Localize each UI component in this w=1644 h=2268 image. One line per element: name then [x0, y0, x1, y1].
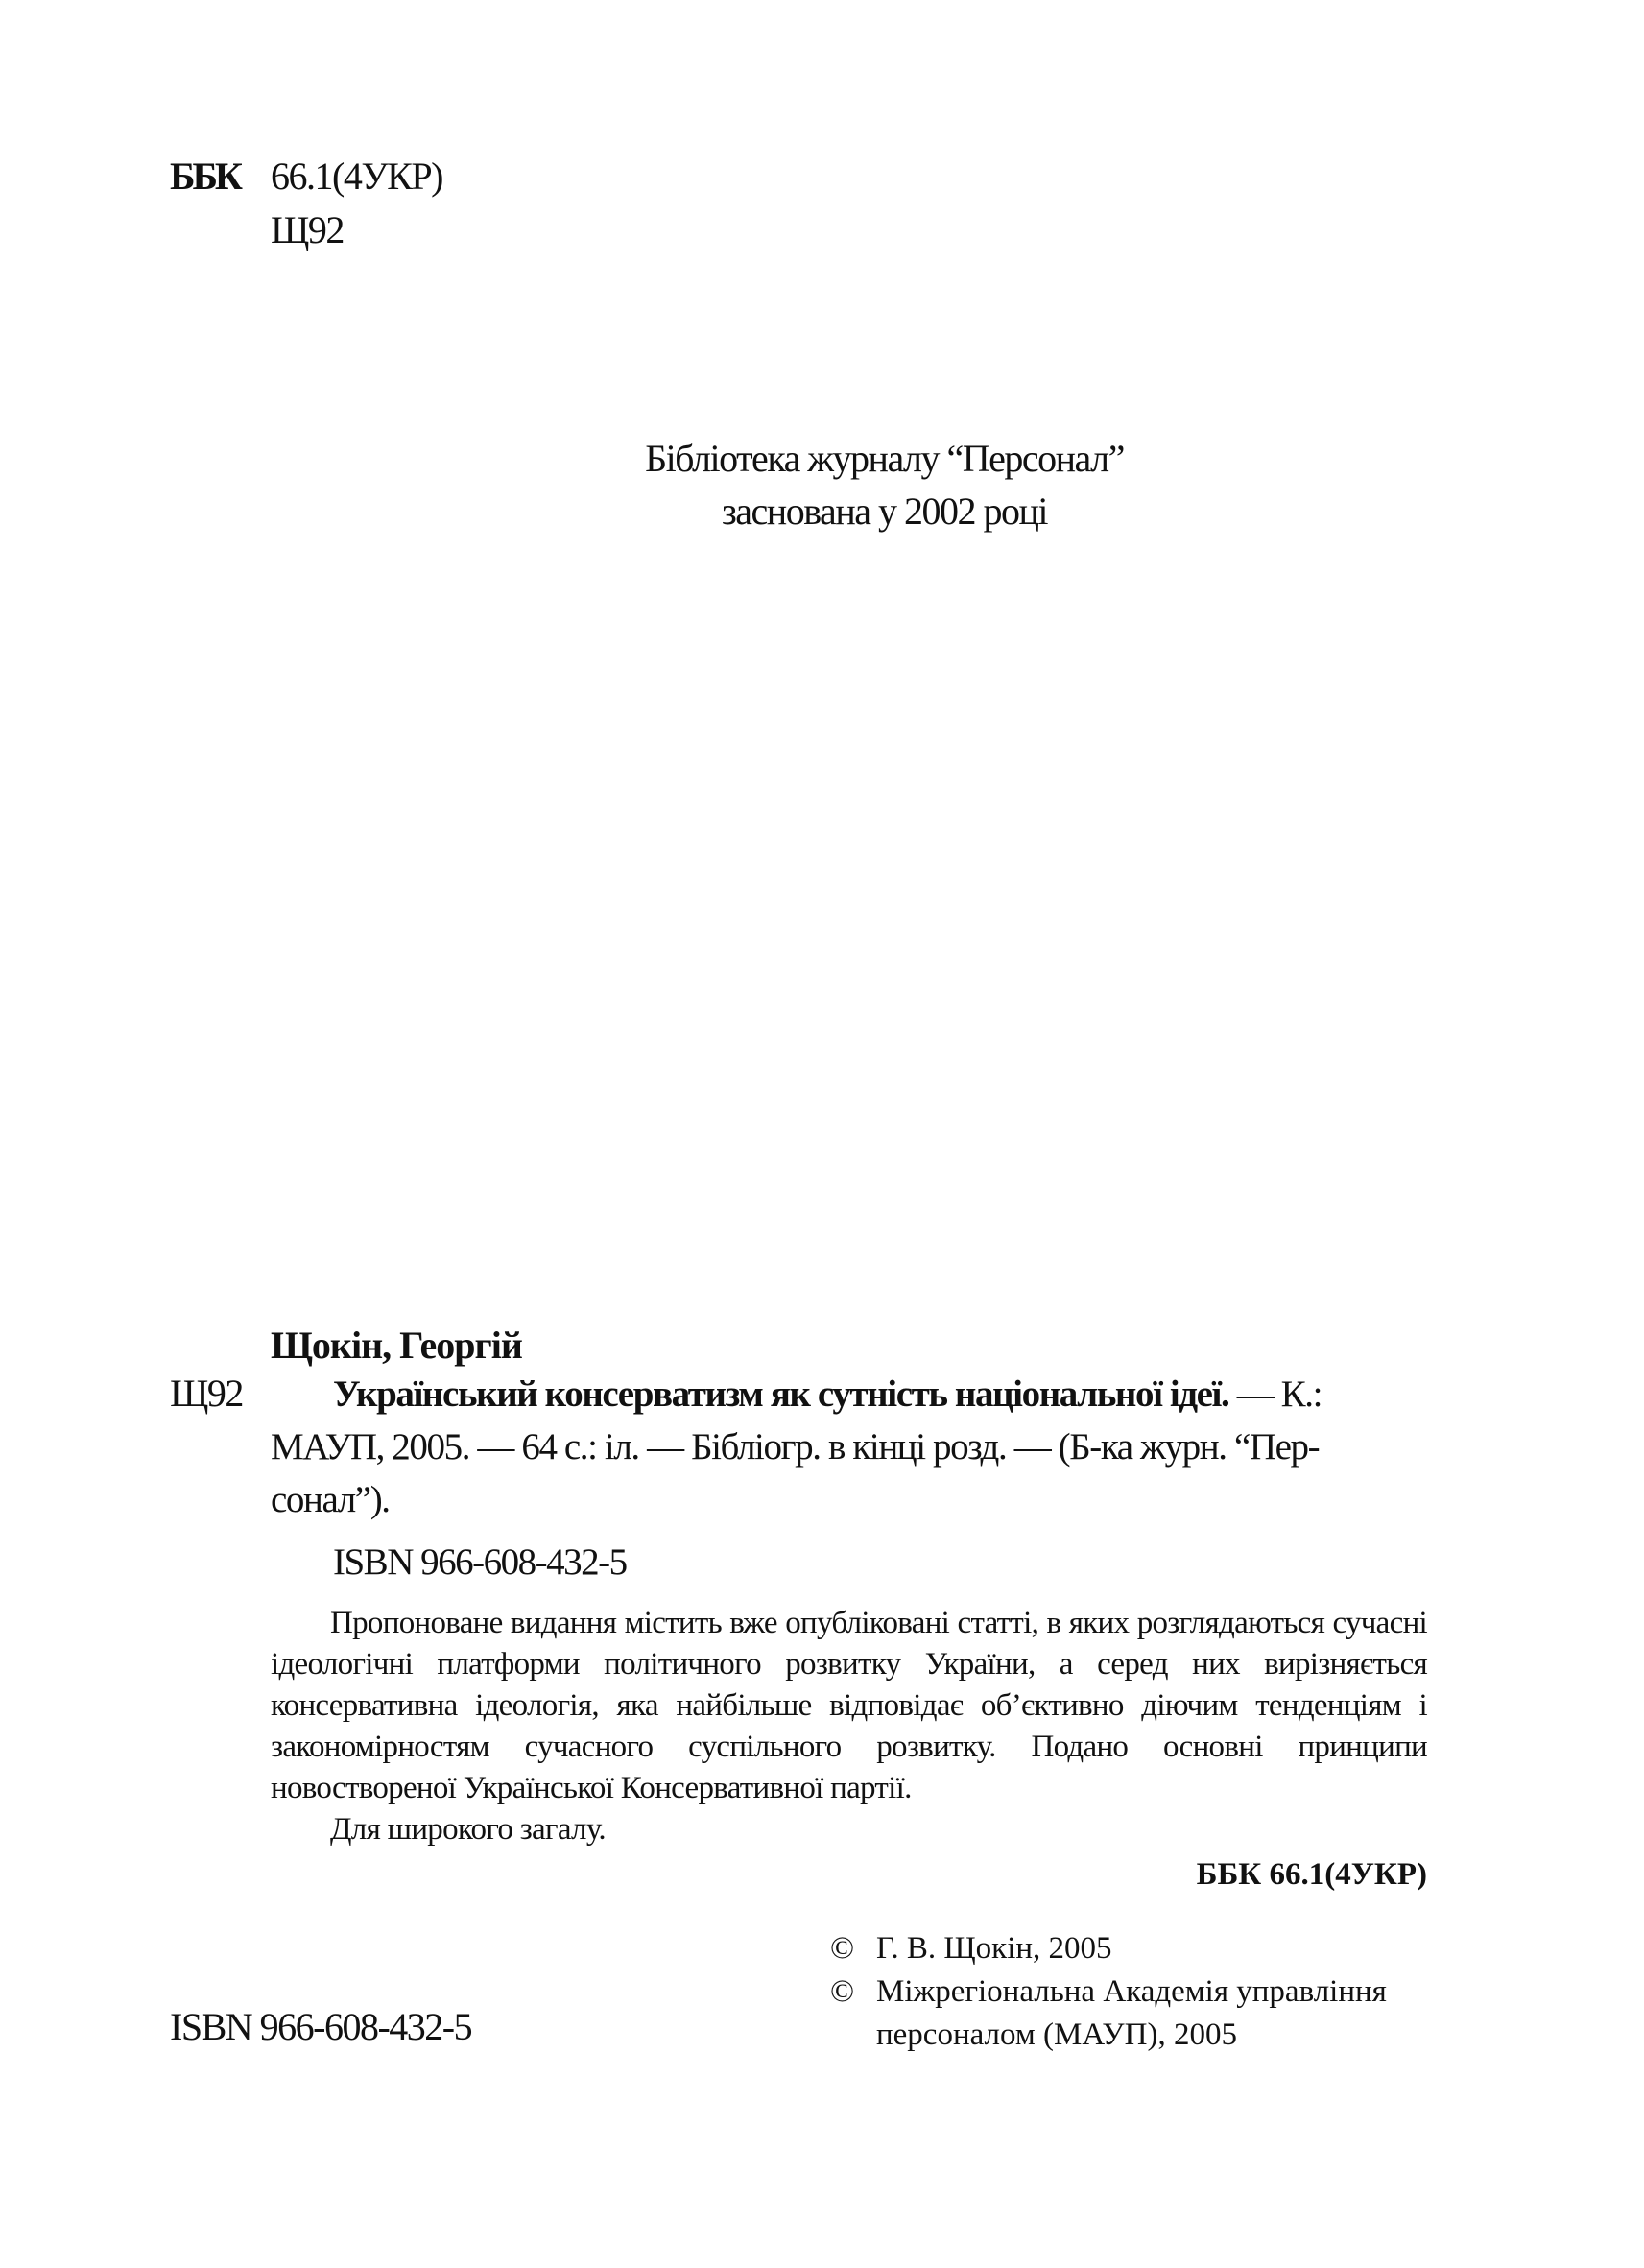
record-line-3: сонал”). [271, 1479, 390, 1520]
record-description [271, 1368, 1427, 1526]
annotation-paragraph-1: Пропоноване видання містить вже опубліковані статті, в яких розглядаються сучасні ідеологічні платформи політичного розвитку України, а серед них вирізняється консервативна ідеологія, яка найбільше відповідає об’єктивно діючим тенденціям і закономірностям сучасного суспільного розвитку. Подано основні принципи новоствореної Української Консервативної партії. [271, 1606, 1427, 1805]
record-line-1-rest: — К.: [1228, 1373, 1322, 1415]
record-line-1 [271, 1368, 1427, 1420]
bbk-bottom: ББК 66.1(4УКР) [1196, 1857, 1427, 1892]
series-line-1: Бібліотека журналу “Персонал” [645, 437, 1124, 480]
copyright-symbol: © [830, 1974, 855, 2009]
copyright-line-2 [830, 1970, 1387, 2014]
copyright-block [830, 1927, 1387, 2057]
copyright-line-3: персоналом (МАУП), 2005 [876, 2017, 1237, 2052]
isbn: ISBN 966-608-432-5 [170, 2005, 472, 2048]
bbk-label: ББК [170, 155, 240, 198]
series-line-2: заснована у 2002 році [721, 489, 1047, 533]
record-author-sign: Щ92 [170, 1372, 243, 1415]
annotation [271, 1603, 1427, 1850]
copyright-line-1 [830, 1927, 1387, 1970]
author-sign: Щ92 [271, 208, 344, 251]
record-title: Український консерватизм як сутність національної ідеї. [333, 1373, 1229, 1415]
copyright-publisher: Міжрегіональна Академія управління [876, 1974, 1387, 2009]
bbk-code: 66.1(4УКР) [271, 155, 442, 198]
copyright-author: Г. В. Щокін, 2005 [876, 1931, 1112, 1966]
record-line-2: МАУП, 2005. — 64 с.: іл. — Бібліогр. в кінці розд. — (Б-ка журн. “Пер- [271, 1426, 1320, 1468]
annotation-paragraph-2: Для широкого загалу. [330, 1812, 606, 1847]
copyright-symbol: © [830, 1931, 855, 1966]
record-isbn: ISBN 966-608-432-5 [333, 1541, 627, 1583]
series-note [0, 432, 1644, 537]
record-author: Щокін, Георгій [271, 1324, 522, 1367]
